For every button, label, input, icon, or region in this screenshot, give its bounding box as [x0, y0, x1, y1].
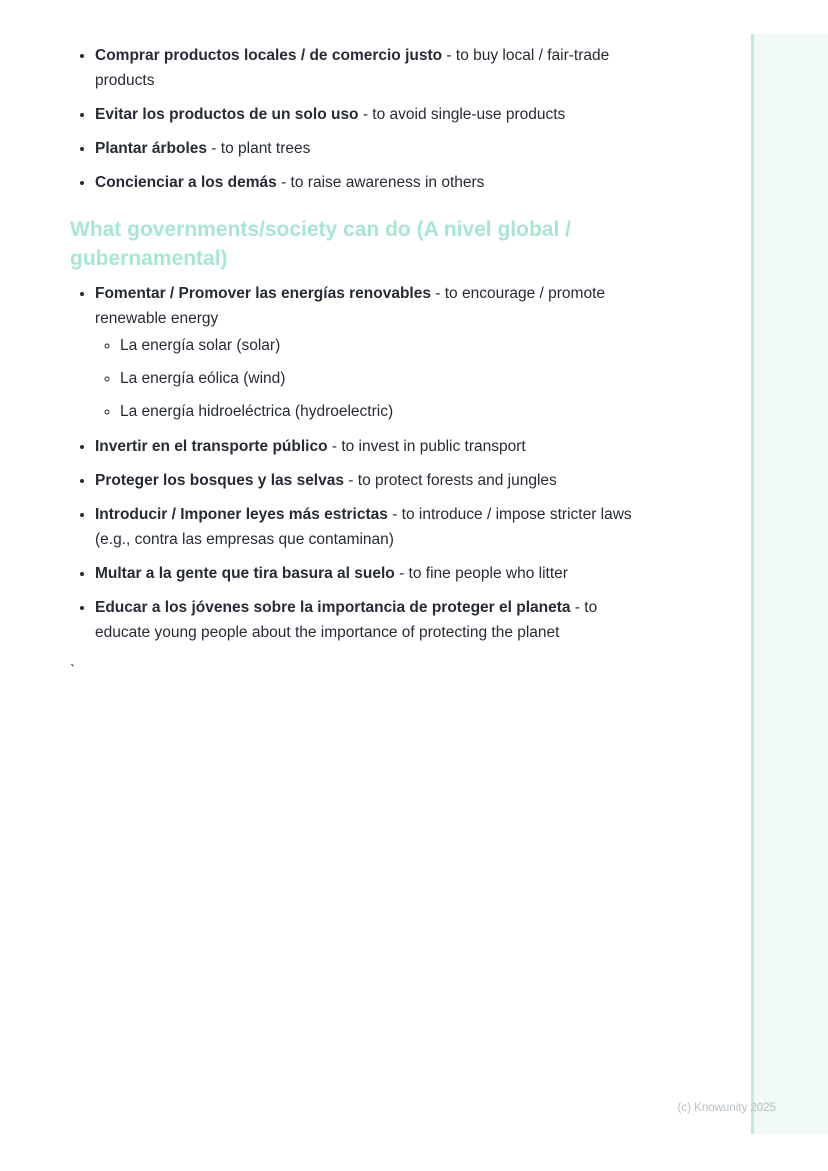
list-item: [95, 434, 645, 459]
list-item: [95, 502, 645, 552]
spanish-term: Fomentar / Promover las energías renovables: [95, 285, 431, 302]
list-item: [95, 43, 645, 93]
sub-item-text: La energía hidroeléctrica (hydroelectric): [120, 403, 394, 420]
spanish-term: Invertir en el transporte público: [95, 438, 328, 455]
spanish-term: Evitar los productos de un solo uso: [95, 106, 359, 123]
list-item: [95, 595, 645, 645]
english-translation: - to plant trees: [207, 140, 311, 157]
spanish-term: Multar a la gente que tira basura al suelo: [95, 565, 395, 582]
spanish-term: Introducir / Imponer leyes más estrictas: [95, 506, 388, 523]
english-translation: - to avoid single-use products: [358, 106, 566, 123]
stray-character: `: [70, 663, 76, 680]
english-translation: - to protect forests and jungles: [343, 472, 557, 489]
page-content: [70, 43, 650, 684]
english-translation: - to fine people who litter: [394, 565, 568, 582]
energy-types-sublist: [95, 333, 645, 424]
section-heading: What governments/society can do (A nivel global / gubernamental): [70, 218, 571, 270]
list-item: [95, 136, 645, 161]
sub-item-text: La energía solar (solar): [120, 337, 281, 354]
sub-list-item: [120, 366, 645, 391]
english-translation: - to buy local / fair-trade products: [95, 47, 610, 89]
sub-item-text: La energía eólica (wind): [120, 370, 286, 387]
spanish-term: Educar a los jóvenes sobre la importancia de proteger el planeta: [95, 599, 571, 616]
spanish-term: Concienciar a los demás: [95, 174, 277, 191]
copyright-footer: (c) Knowunity 2025: [677, 1102, 776, 1114]
english-translation: - to introduce / impose stricter laws (e.g., contra las empresas que contaminan): [95, 506, 632, 548]
list-item: [95, 561, 645, 586]
list-item: [95, 281, 645, 424]
english-translation: - to invest in public transport: [327, 438, 526, 455]
sub-list-item: [120, 399, 645, 424]
list-item: [95, 102, 645, 127]
sub-list-item: [120, 333, 645, 358]
list-item: [95, 170, 645, 195]
english-translation: - to encourage / promote renewable energy: [95, 285, 606, 327]
decorative-side-band: [751, 34, 828, 1134]
list-item: [95, 468, 645, 493]
individual-actions-list: [70, 43, 650, 195]
government-actions-list: [70, 281, 650, 645]
english-translation: - to educate young people about the importance of protecting the planet: [95, 599, 598, 641]
spanish-term: Plantar árboles: [95, 140, 207, 157]
spanish-term: Proteger los bosques y las selvas: [95, 472, 344, 489]
english-translation: - to raise awareness in others: [276, 174, 485, 191]
spanish-term: Comprar productos locales / de comercio justo: [95, 47, 443, 64]
